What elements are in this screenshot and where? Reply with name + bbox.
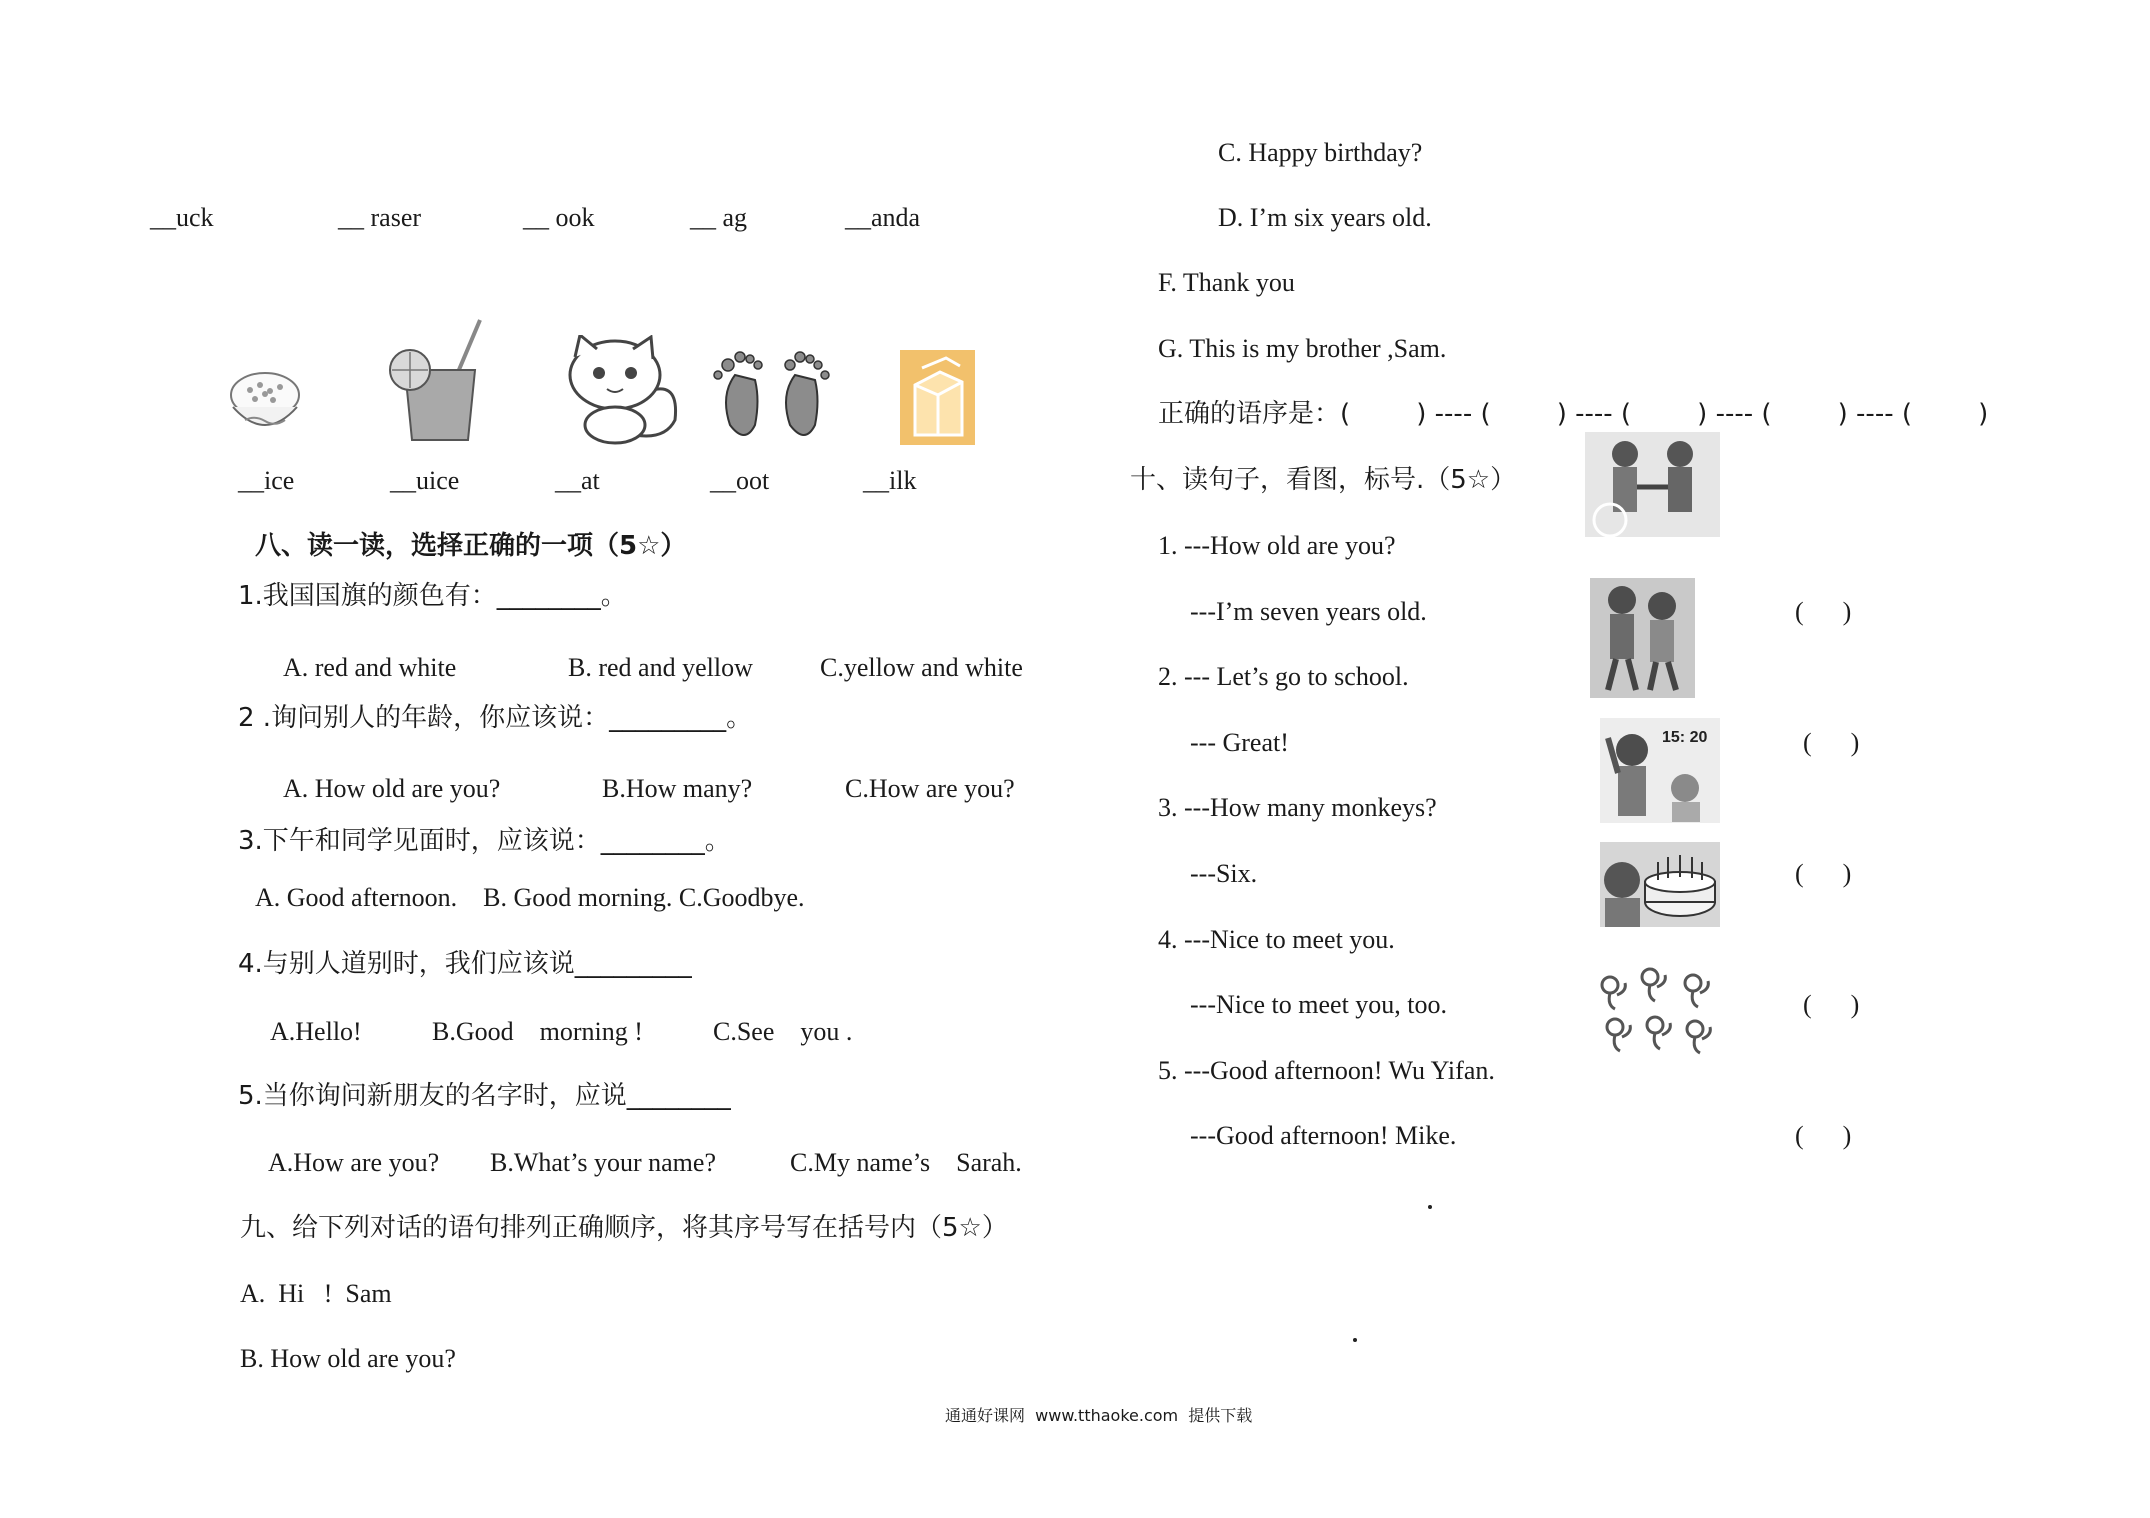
stray-dot xyxy=(1428,1205,1432,1209)
q5-option-c: C.My name’s Sarah. xyxy=(790,1148,1022,1177)
juice-glass-picture xyxy=(380,315,490,445)
cat-picture xyxy=(555,335,685,445)
dialogue-line-g: G. This is my brother ,Sam. xyxy=(1158,334,1447,363)
rice-bowl-picture xyxy=(225,365,305,445)
blank-word-uice: __uice xyxy=(390,466,460,495)
s10-item-1-bracket: ( ) xyxy=(1795,597,1852,626)
s10-item-4-bracket: ( ) xyxy=(1803,990,1860,1019)
q2-option-c: C.How are you? xyxy=(845,774,1015,803)
wave-hello-picture xyxy=(1600,718,1720,823)
q5-option-a: A.How are you? xyxy=(268,1148,440,1177)
stray-dot xyxy=(1353,1338,1357,1342)
s10-item-3-question: 3. ---How many monkeys? xyxy=(1158,793,1437,822)
q5-option-b: B.What’s your name? xyxy=(490,1148,716,1177)
dialogue-line-d: D. I’m six years old. xyxy=(1218,203,1432,232)
birthday-cake-picture xyxy=(1600,842,1720,927)
q2-option-a: A. How old are you? xyxy=(283,774,501,803)
section10-heading: 十、读句子，看图，标号.（5☆） xyxy=(1130,465,1517,495)
q4-option-a: A.Hello! xyxy=(270,1017,362,1046)
q1-option-b: B. red and yellow xyxy=(568,653,753,682)
blank-word-oot: __oot xyxy=(710,466,770,495)
q1-option-a: A. red and white xyxy=(283,653,457,682)
dialogue-line-a: A. Hi ! Sam xyxy=(240,1279,392,1308)
handshake-picture xyxy=(1585,432,1720,537)
blank-word-raser: __ raser xyxy=(338,203,422,232)
s10-item-5-answer: ---Good afternoon! Mike. xyxy=(1190,1121,1457,1150)
s10-item-5-bracket: ( ) xyxy=(1795,1121,1852,1150)
q2-option-b: B.How many? xyxy=(602,774,753,803)
blank-word-ilk: __ilk xyxy=(863,466,917,495)
dialogue-line-b: B. How old are you? xyxy=(240,1344,456,1373)
q3-options: A. Good afternoon. B. Good morning. C.Goodbye. xyxy=(255,883,805,912)
dialogue-line-f: F. Thank you xyxy=(1158,268,1295,297)
question-2: 2 .询问别人的年龄，你应该说：_________。 xyxy=(238,703,753,733)
answer-order-line: 正确的语序是：( ) ---- ( ) ---- ( ) ---- ( ) ---- ( ) xyxy=(1158,399,1989,429)
s10-item-5-question: 5. ---Good afternoon! Wu Yifan. xyxy=(1158,1056,1495,1085)
s10-item-2-answer: --- Great! xyxy=(1190,728,1289,757)
s10-item-3-bracket: ( ) xyxy=(1795,859,1852,888)
s10-item-3-answer: ---Six. xyxy=(1190,859,1258,888)
blank-word-ag: __ ag xyxy=(690,203,748,232)
question-1: 1.我国国旗的颜色有：________。 xyxy=(238,581,627,611)
s10-item-2-question: 2. --- Let’s go to school. xyxy=(1158,662,1409,691)
monkeys-picture xyxy=(1595,965,1720,1055)
s10-item-4-answer: ---Nice to meet you, too. xyxy=(1190,990,1448,1019)
milk-carton-picture xyxy=(900,350,975,445)
kids-walking-picture xyxy=(1590,578,1695,698)
question-3: 3.下午和同学见面时，应该说：________。 xyxy=(238,826,731,856)
question-5: 5.当你询问新朋友的名字时，应说________ xyxy=(238,1081,731,1111)
q4-option-b: B.Good morning ! xyxy=(432,1017,643,1046)
s10-item-2-bracket: ( ) xyxy=(1803,728,1860,757)
section9-heading: 九、给下列对话的语句排列正确顺序，将其序号写在括号内（5☆） xyxy=(240,1213,1008,1243)
blank-word-at: __at xyxy=(555,466,600,495)
q4-option-c: C.See you . xyxy=(713,1017,853,1046)
s10-item-4-question: 4. ---Nice to meet you. xyxy=(1158,925,1395,954)
question-4: 4.与别人道别时，我们应该说_________ xyxy=(238,949,692,979)
blank-word-anda: __anda xyxy=(845,203,921,232)
blank-word-uck: __uck xyxy=(150,203,214,232)
s10-item-1-question: 1. ---How old are you? xyxy=(1158,531,1396,560)
clock-time: 15: 20 xyxy=(1662,729,1708,746)
footer-source: 通通好课网 www.tthaoke.com 提供下载 xyxy=(945,1406,1253,1425)
blank-word-ook: __ ook xyxy=(523,203,595,232)
dialogue-line-c: C. Happy birthday? xyxy=(1218,138,1423,167)
q1-option-c: C.yellow and white xyxy=(820,653,1023,682)
section8-heading: 八、读一读，选择正确的一项（5☆） xyxy=(255,531,687,561)
feet-picture xyxy=(710,345,835,445)
blank-word-ice: __ice xyxy=(238,466,295,495)
s10-item-1-answer: ---I’m seven years old. xyxy=(1190,597,1427,626)
